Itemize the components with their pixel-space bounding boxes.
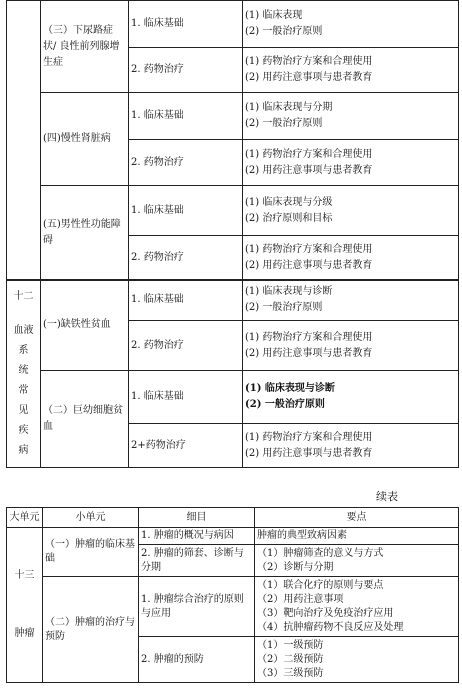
item-cell: 2+药物治疗 [129,424,243,468]
point-text: (1) 临床表现 [245,10,303,21]
point-text: (2) 一般治疗原则 [245,302,323,313]
point-text: (1) 临床表现与诊断 [245,383,335,394]
point-text: (1) 药物治疗方案和合理使用 [245,56,373,67]
points-cell [243,236,459,281]
subunit-cell: （二）肿瘤的治疗与预防 [43,577,139,683]
unit-name: 肿瘤 [14,628,35,639]
item-cell: 2. 肿瘤的预防 [139,637,255,683]
item-cell: 1. 临床基础 [129,186,243,236]
point-text: (2) 用药注意事项与患者教育 [245,447,373,459]
table-header-row [7,508,459,528]
unit-number: 十二 [13,290,34,302]
points-cell [255,545,459,577]
point-text: （2）二级预防 [257,653,324,665]
item-cell: 1. 临床基础 [129,93,243,140]
point-text: （1）肿瘤筛查的意义与方式 [257,547,384,559]
subunit-cell: （二）巨幼细胞贫血 [41,371,129,468]
unit-twelve-cell [7,280,41,468]
item-cell: 1. 临床基础 [129,280,243,321]
table-row [7,186,459,236]
item-cell: 1. 肿瘤综合治疗的原则与应用 [139,577,255,637]
item-cell: 2. 药物治疗 [129,321,243,371]
points-cell [243,186,459,236]
points-cell [243,371,459,424]
syllabus-table-part1-unit12 [6,279,459,468]
point-text: (1) 临床表现与分期 [245,102,333,113]
point-text: （1）一级预防 [257,639,324,651]
unit-thirteen-cell [7,528,43,683]
header-cell: 要点 [255,508,459,528]
header-cell: 大单元 [7,508,43,528]
points-cell [243,48,459,93]
table-row [7,93,459,140]
item-cell: 2. 药物治疗 [129,236,243,281]
item-cell: 1. 临床基础 [129,371,243,424]
subunit-cell: （三）下尿路症状/ 良性前列腺增生症 [41,1,129,93]
unit-name-char: 系 [18,344,29,356]
point-text: (2) 一般治疗原则 [245,26,323,37]
points-cell [243,280,459,321]
point-text: (1) 临床表现与分级 [245,196,333,208]
unit-name-char: 统 [18,364,29,376]
point-text: (1) 药物治疗方案和合理使用 [245,431,373,443]
table-row [7,1,459,48]
point-text: (2) 一般治疗原则 [245,118,323,129]
points-cell [243,424,459,468]
header-cell: 细目 [139,508,255,528]
points-cell [255,577,459,637]
subunit-cell: (四)慢性肾脏病 [41,93,129,186]
point-text: (1) 药物治疗方案和合理使用 [245,331,373,343]
unit-name-char: 常 [18,384,29,396]
point-text: (2) 用药注意事项与患者教育 [245,347,373,359]
point-text: （4）抗肿瘤药物不良反应及处理 [257,621,404,633]
syllabus-table-part1 [6,0,459,281]
points-cell [243,1,459,48]
header-cell: 小单元 [43,508,139,528]
item-cell: 1. 临床基础 [129,1,243,48]
subunit-cell: (一)缺铁性贫血 [41,280,129,371]
unit-name-char: 病 [18,444,29,456]
item-cell: 2. 药物治疗 [129,48,243,93]
points-cell [255,637,459,683]
unit-name-char: 疾 [18,424,29,436]
point-text: (2) 用药注意事项与患者教育 [245,260,373,271]
point-text: （3）三级预防 [257,667,324,679]
item-cell: 2. 药物治疗 [129,140,243,186]
unit-cell-blank [7,1,41,281]
item-cell: 2. 肿瘤的筛套、诊断与分期 [139,545,255,577]
point-text: （1）联合化疗的原则与要点 [257,579,384,591]
unit-number: 十三 [14,570,35,581]
continued-label: 续表 [376,490,398,503]
point-text: (1) 药物治疗方案和合理使用 [245,244,373,255]
points-cell [243,140,459,186]
point-text: (2) 用药注意事项与患者教育 [245,72,373,83]
point-text: (1) 药物治疗方案和合理使用 [245,148,373,160]
point-text: (2) 治疗原则和目标 [245,212,333,224]
table-row [7,577,459,637]
points-cell [255,528,459,545]
syllabus-table-part2 [6,507,459,683]
points-cell [243,93,459,140]
table-row [7,528,459,545]
points-cell [243,321,459,371]
unit-name-char: 血液 [13,324,34,336]
unit-name-char: 见 [18,404,29,416]
table-row [7,371,459,424]
point-text: （2）用药注意事项 [257,593,344,605]
point-text: 肿瘤的典型致病因素 [257,530,347,541]
table-row [7,280,459,321]
point-text: （3）靶向治疗及免疫治疗应用 [257,607,394,619]
point-text: （2）诊断与分期 [257,561,334,573]
item-cell: 1. 肿瘤的概况与病因 [139,528,255,545]
point-text: (1) 临床表现与诊断 [245,286,333,297]
subunit-cell: (五)男性性功能障碍 [41,186,129,281]
subunit-cell: （一）肿瘤的临床基础 [43,528,139,577]
point-text: (2) 一般治疗原则 [245,399,325,410]
point-text: (2) 用药注意事项与患者教育 [245,164,373,176]
